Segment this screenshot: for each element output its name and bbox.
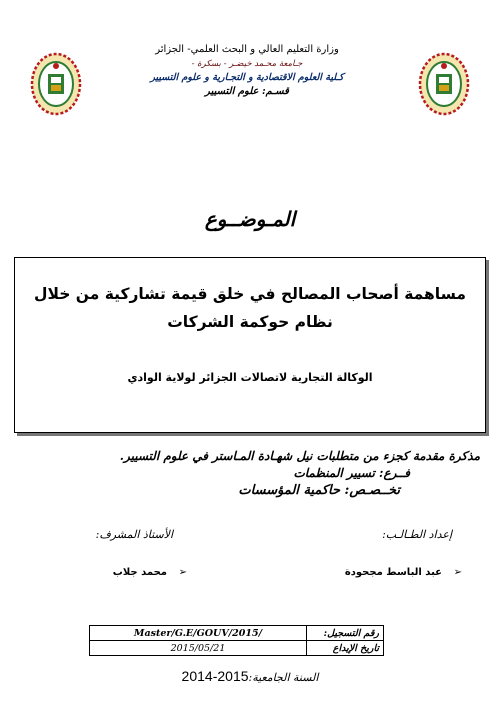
thesis-branch: فــرع: تسيير المنظمات: [293, 466, 410, 480]
university-logo-right: [418, 52, 470, 116]
supervisor-name: محمد جلاب: [112, 567, 167, 578]
university-logo-left: [30, 52, 82, 116]
bullet-arrow-icon: ➢: [178, 567, 187, 578]
academic-year-label: السنة الجامعية:: [248, 671, 319, 684]
topic-title: مساهمة أصحاب المصالح في خلق قيمة تشاركية من خلال نظام حوكمة الشركات: [34, 285, 466, 331]
bullet-arrow-icon: ➢: [453, 567, 462, 578]
academic-year: [0, 668, 500, 684]
faculty-line: كـلية العلوم الاقتصادية و التجـارية و علوم التسيير: [150, 72, 344, 83]
topic-box: [14, 257, 486, 433]
institution-header: [102, 44, 392, 104]
student-label: إعداد الطـالـب:: [382, 528, 452, 541]
table-row: [90, 641, 384, 656]
deposit-date-label: تاريخ الإيداع: [307, 641, 384, 656]
subject-heading: المـوضــوع: [204, 207, 296, 231]
registration-table: [89, 625, 384, 656]
registration-label: رقم التسجيل:: [307, 626, 384, 641]
registration-number: Master/G.E/GOUV/2015/: [90, 626, 307, 641]
topic-organization: الوكالة التجارية لاتصالات الجزائر لولاية الوادي: [127, 371, 373, 384]
table-row: [90, 626, 384, 641]
thesis-specialty: تخــصـص: حاكمية المؤسسات: [238, 483, 400, 498]
university-line: جـامعة محـمد خيضـر - بسكرة -: [191, 59, 303, 69]
ministry-line: وزارة التعليم العالي و البحث العلمي- الجزائر: [155, 44, 339, 55]
department-line: قسـم: علوم التسيير: [205, 86, 289, 97]
deposit-date: 2015/05/21: [90, 641, 307, 656]
thesis-purpose: مذكرة مقدمة كجزء من متطلبات نيل شهـادة المـاستر في علوم التسيير.: [119, 449, 480, 463]
student-name: عبد الباسط مجحودة: [344, 567, 442, 578]
supervisor-label: الأستاذ المشرف:: [95, 528, 173, 541]
academic-year-value: 2015-2014: [181, 668, 249, 684]
